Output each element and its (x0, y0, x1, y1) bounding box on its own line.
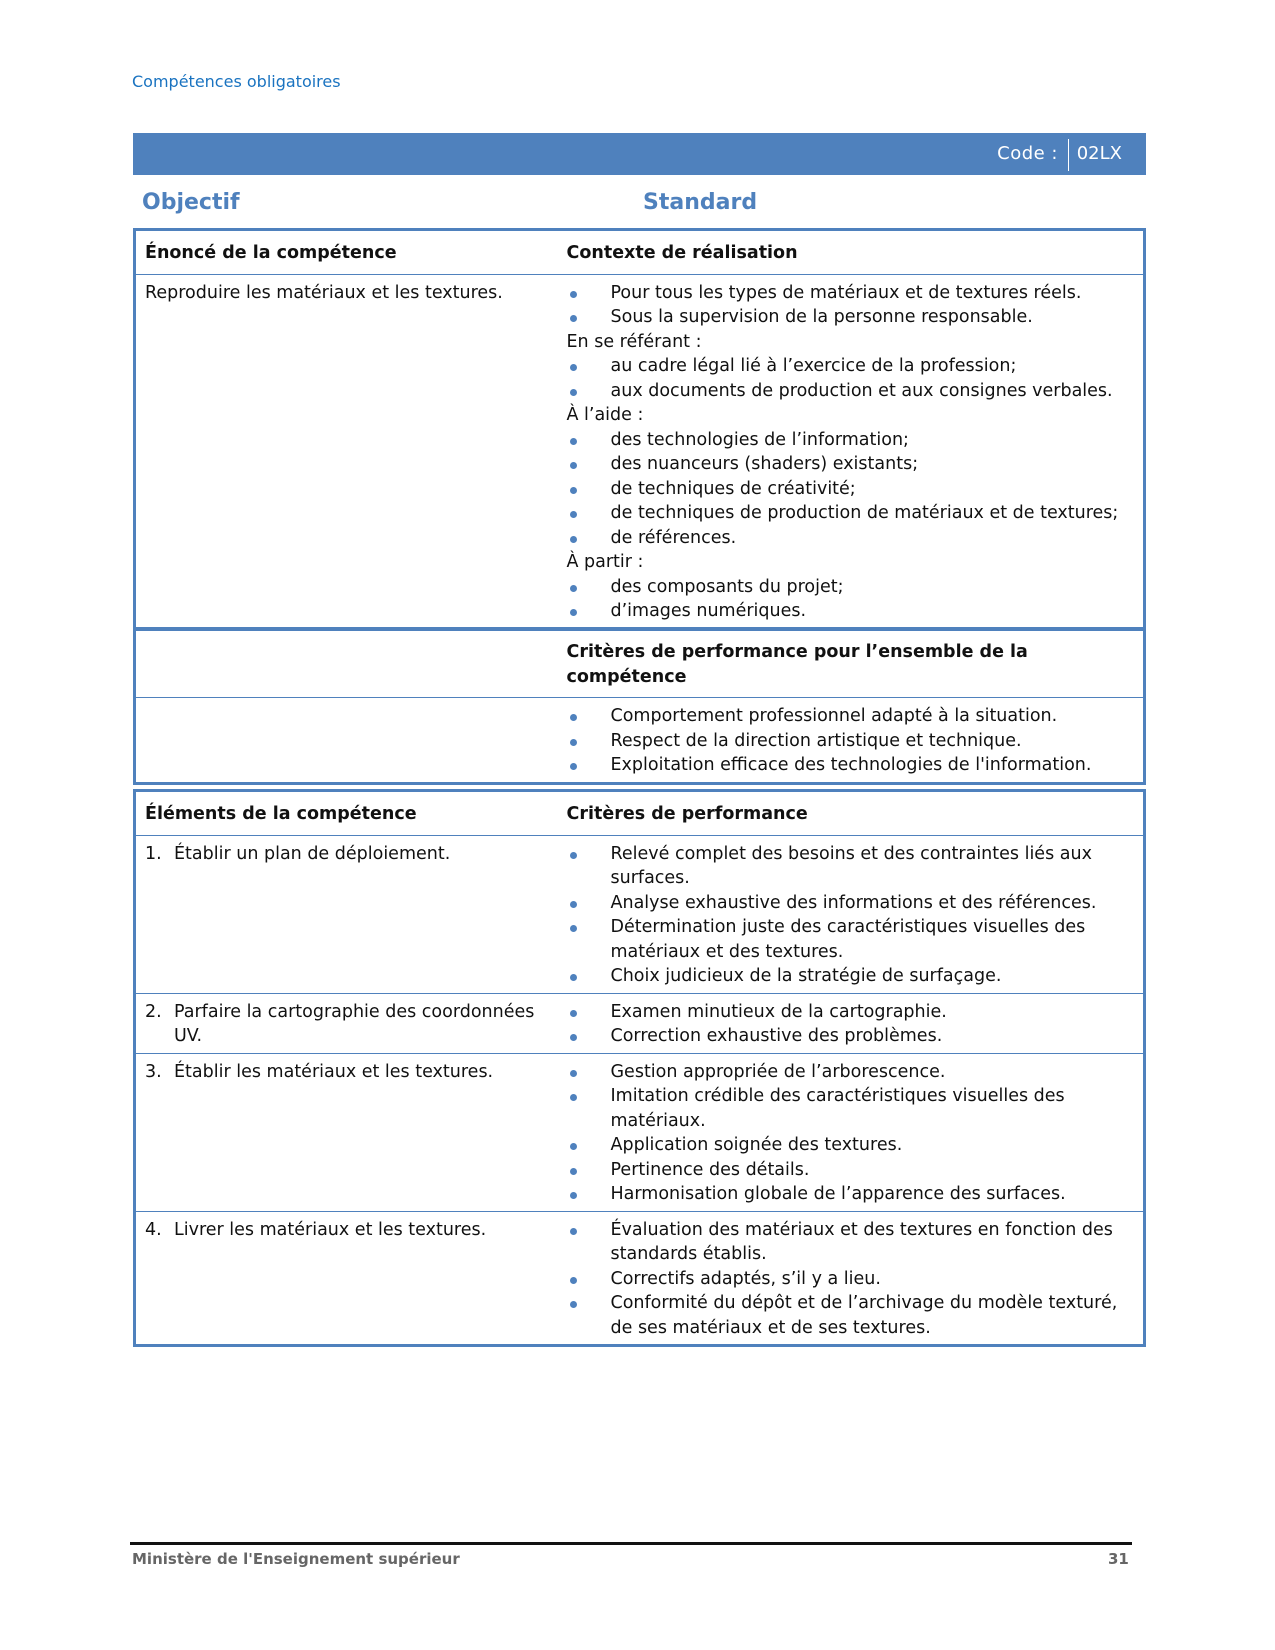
page-number: 31 (1108, 1550, 1129, 1568)
table-header-row (135, 791, 1145, 836)
element-number: 3. (145, 1061, 162, 1082)
list-item: Correction exhaustive des problèmes. (567, 1024, 1136, 1049)
context-cell (558, 274, 1145, 629)
table-row (135, 274, 1145, 629)
element-number: 2. (145, 1001, 162, 1022)
list-item: de références. (567, 526, 1136, 551)
table-row (135, 1211, 1145, 1346)
competence-statement: Reproduire les matériaux et les textures. (135, 274, 558, 629)
code-value: 02LX (1076, 143, 1122, 164)
table-header-row (135, 230, 1145, 275)
list-item: au cadre légal lié à l’exercice de la profession; (567, 354, 1136, 379)
list-item: Comportement professionnel adapté à la situation. (567, 704, 1136, 729)
section-title-standard: Standard (643, 190, 758, 215)
table-row (135, 835, 1145, 993)
col-header-overall-criteria: Critères de performance pour l’ensemble de la compétence (566, 642, 1028, 687)
element-number: 1. (145, 843, 162, 864)
list-item: Pertinence des détails. (567, 1158, 1136, 1183)
list-item: de techniques de créativité; (567, 477, 1136, 502)
element-text: Établir les matériaux et les textures. (174, 1061, 494, 1082)
context-intro-list (567, 281, 1136, 330)
col-header-criteria: Critères de performance (566, 804, 808, 824)
list-item: de techniques de production de matériaux et de textures; (567, 501, 1136, 526)
list-item: aux documents de production et aux consignes verbales. (567, 379, 1136, 404)
code-bar (133, 133, 1146, 175)
element-cell (135, 1211, 558, 1346)
list-item: Gestion appropriée de l’arborescence. (567, 1060, 1136, 1085)
criteria-list (567, 1060, 1136, 1207)
element-text: Livrer les matériaux et les textures. (174, 1219, 487, 1240)
overall-criteria-list (567, 704, 1136, 778)
element-item (145, 1000, 550, 1049)
empty-cell (135, 629, 558, 698)
list-item: Application soignée des textures. (567, 1133, 1136, 1158)
list-item: Choix judicieux de la stratégie de surfaçage. (567, 964, 1136, 989)
list-item: Examen minutieux de la cartographie. (567, 1000, 1136, 1025)
list-item: Conformité du dépôt et de l’archivage du modèle texturé, de ses matériaux et de ses textures. (567, 1291, 1136, 1340)
criteria-cell (558, 993, 1145, 1053)
context-list-referant (567, 354, 1136, 403)
overall-criteria-cell (558, 698, 1145, 784)
section-title-objectif: Objectif (142, 190, 240, 215)
table-header-row (135, 629, 1145, 698)
list-item: Pour tous les types de matériaux et de textures réels. (567, 281, 1136, 306)
list-item: d’images numériques. (567, 599, 1136, 624)
list-item: Imitation crédible des caractéristiques visuelles des matériaux. (567, 1084, 1136, 1133)
running-head-title: Compétences obligatoires (132, 72, 341, 91)
list-item: Respect de la direction artistique et technique. (567, 729, 1136, 754)
list-item: des technologies de l’information; (567, 428, 1136, 453)
code-label: Code : (997, 143, 1058, 164)
context-lead: En se référant : (566, 331, 702, 352)
element-cell (135, 835, 558, 993)
list-item: Correctifs adaptés, s’il y a lieu. (567, 1267, 1136, 1292)
element-item (145, 1218, 550, 1243)
list-item: des composants du projet; (567, 575, 1136, 600)
list-item: Analyse exhaustive des informations et des références. (567, 891, 1136, 916)
element-cell (135, 993, 558, 1053)
criteria-list (567, 1000, 1136, 1049)
element-cell (135, 1053, 558, 1211)
element-item (145, 1060, 550, 1085)
list-item: Sous la supervision de la personne responsable. (567, 305, 1136, 330)
footer-rule (130, 1542, 1132, 1545)
context-list-aide (567, 428, 1136, 551)
table-row (135, 698, 1145, 784)
col-header-elements: Éléments de la compétence (145, 804, 417, 824)
col-header-context: Contexte de réalisation (566, 243, 798, 263)
element-text: Établir un plan de déploiement. (174, 843, 451, 864)
context-lead: À partir : (566, 552, 644, 572)
list-item: Relevé complet des besoins et des contraintes liés aux surfaces. (567, 842, 1136, 891)
element-text: Parfaire la cartographie des coordonnées UV. (174, 1001, 535, 1046)
footer-publisher: Ministère de l'Enseignement supérieur (132, 1550, 460, 1568)
list-item: Détermination juste des caractéristiques visuelles des matériaux et des textures. (567, 915, 1136, 964)
table-row (135, 993, 1145, 1053)
criteria-cell (558, 835, 1145, 993)
overall-criteria-table (133, 627, 1146, 785)
criteria-cell (558, 1211, 1145, 1346)
competence-statement-table (133, 228, 1146, 631)
context-lead: À l’aide : (566, 405, 644, 425)
element-item (145, 842, 550, 867)
criteria-list (567, 842, 1136, 989)
list-item: Évaluation des matériaux et des textures en fonction des standards établis. (567, 1218, 1136, 1267)
list-item: Harmonisation globale de l’apparence des surfaces. (567, 1182, 1136, 1207)
code-divider (1068, 139, 1069, 171)
criteria-cell (558, 1053, 1145, 1211)
col-header-statement: Énoncé de la compétence (145, 243, 397, 263)
criteria-list (567, 1218, 1136, 1341)
elements-criteria-table (133, 789, 1146, 1347)
list-item: des nuanceurs (shaders) existants; (567, 452, 1136, 477)
context-list-partir (567, 575, 1136, 624)
list-item: Exploitation efficace des technologies de l'information. (567, 753, 1136, 778)
element-number: 4. (145, 1219, 162, 1240)
empty-cell (135, 698, 558, 784)
table-row (135, 1053, 1145, 1211)
